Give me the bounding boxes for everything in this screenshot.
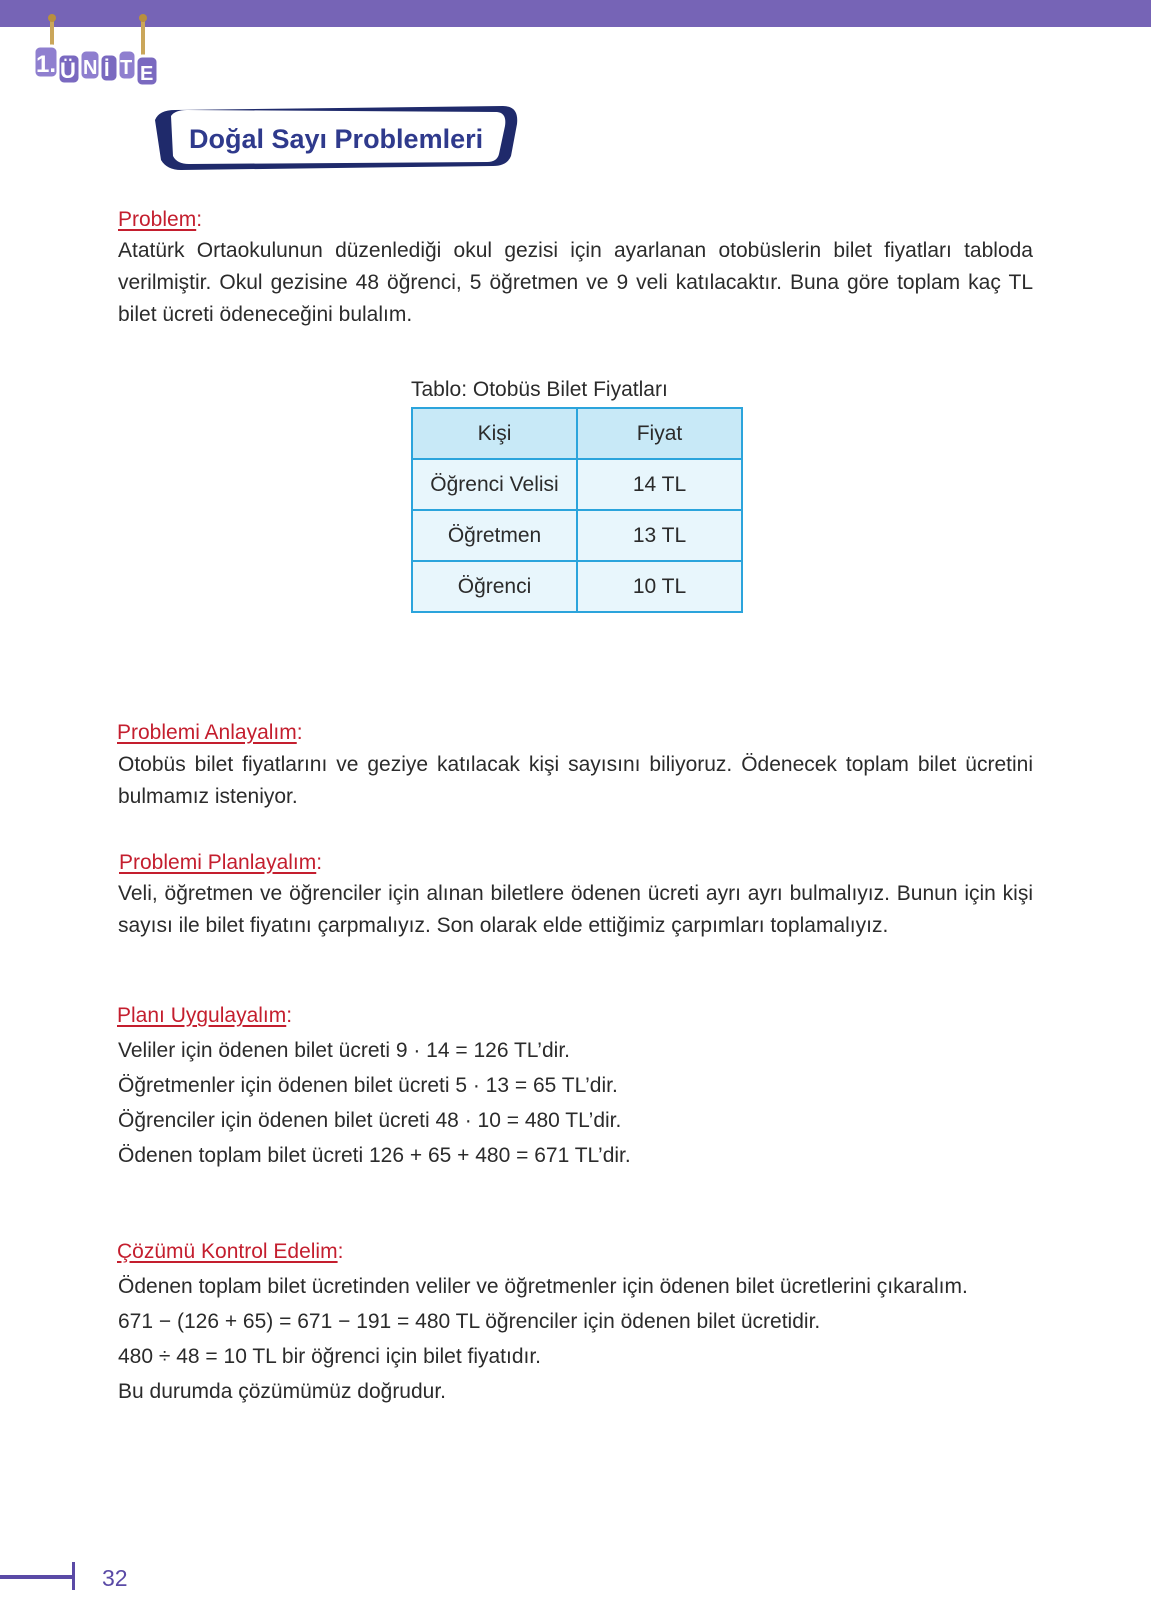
page-title: Doğal Sayı Problemleri: [189, 124, 484, 154]
check-heading: [117, 1240, 343, 1264]
table-cell-person: Öğrenci: [412, 561, 577, 612]
table-row: [412, 459, 742, 510]
apply-line: Ödenen toplam bilet ücreti 126 + 65 + 480 = 671 TL’dir.: [118, 1144, 631, 1167]
heading-colon: :: [337, 1240, 344, 1263]
check-line: Bu durumda çözümümüz doğrudur.: [118, 1380, 447, 1403]
table-cell-person: Öğretmen: [412, 510, 577, 561]
svg-text:1.: 1.: [36, 51, 57, 78]
column-header-person: Kişi: [412, 408, 577, 459]
check-heading-label: Çözümü Kontrol Edelim: [117, 1240, 338, 1263]
plan-heading: [119, 851, 322, 875]
svg-text:Ü: Ü: [60, 58, 76, 83]
table-caption: Tablo: Otobüs Bilet Fiyatları: [411, 378, 668, 401]
section-title-banner: [145, 104, 525, 174]
understand-text: Otobüs bilet fiyatlarını ve geziye katılacak kişi sayısını biliyoruz. Ödenecek toplam bilet ücretini bulmamız isteniyor.: [118, 753, 1033, 808]
footer-tick: [72, 1562, 75, 1590]
unit-badge-logo: [28, 10, 168, 95]
top-color-bar: [0, 0, 1151, 27]
plan-heading-label: Problemi Planlayalım: [119, 851, 317, 874]
apply-line: Veliler için ödenen bilet ücreti 9 · 14 = 126 TL’dir.: [118, 1039, 570, 1062]
page-number: 32: [102, 1565, 128, 1591]
footer-rule: [0, 1575, 72, 1579]
table-row: [412, 561, 742, 612]
problem-heading: [118, 208, 202, 232]
understand-heading: [117, 721, 303, 745]
apply-line: Öğrenciler için ödenen bilet ücreti 48 · 10 = 480 TL’dir.: [118, 1109, 622, 1132]
table-cell-price: 14 TL: [577, 459, 742, 510]
table-header-row: [412, 408, 742, 459]
problem-text: Atatürk Ortaokulunun düzenlediği okul gezisi için ayarlanan otobüslerin bilet fiyatları tabloda verilmiştir. Okul gezisine 48 öğrenci, 5 öğretmen ve 9 veli katılacaktır. Buna göre toplam kaç TL bilet ücreti ödeneceğini bulalım.: [118, 239, 1033, 326]
check-line: 671 − (126 + 65) = 671 − 191 = 480 TL öğrenciler için ödenen bilet ücretidir.: [118, 1310, 821, 1333]
table-row: [412, 510, 742, 561]
heading-colon: :: [286, 1004, 293, 1027]
column-header-price: Fiyat: [577, 408, 742, 459]
problem-heading-label: Problem: [118, 208, 197, 231]
ticket-price-table: [411, 407, 743, 613]
check-line: 480 ÷ 48 = 10 TL bir öğrenci için bilet fiyatıdır.: [118, 1345, 542, 1368]
unit-badge-text: [28, 10, 168, 95]
apply-heading: [117, 1004, 292, 1028]
plan-text: Veli, öğretmen ve öğrenciler için alınan biletlere ödenen ücreti ayrı ayrı bulmalıyız. Bunun için kişi sayısı ile bilet fiyatını çarpmalıyız. Son olarak elde ettiğimiz çarpımları toplamalıyız.: [118, 882, 1033, 937]
svg-text:E: E: [140, 63, 154, 85]
apply-heading-label: Planı Uygulayalım: [117, 1004, 287, 1027]
heading-colon: :: [196, 208, 203, 231]
heading-colon: :: [296, 721, 303, 744]
svg-text:T: T: [120, 57, 133, 79]
check-line: Ödenen toplam bilet ücretinden veliler ve öğretmenler için ödenen bilet ücretlerini çıkaralım.: [118, 1275, 968, 1298]
heading-colon: :: [316, 851, 323, 874]
understand-heading-label: Problemi Anlayalım: [117, 721, 297, 744]
table-cell-price: 10 TL: [577, 561, 742, 612]
svg-text:İ: İ: [104, 59, 110, 81]
svg-text:N: N: [83, 57, 98, 79]
table-cell-price: 13 TL: [577, 510, 742, 561]
table-cell-person: Öğrenci Velisi: [412, 459, 577, 510]
apply-line: Öğretmenler için ödenen bilet ücreti 5 · 13 = 65 TL’dir.: [118, 1074, 618, 1097]
